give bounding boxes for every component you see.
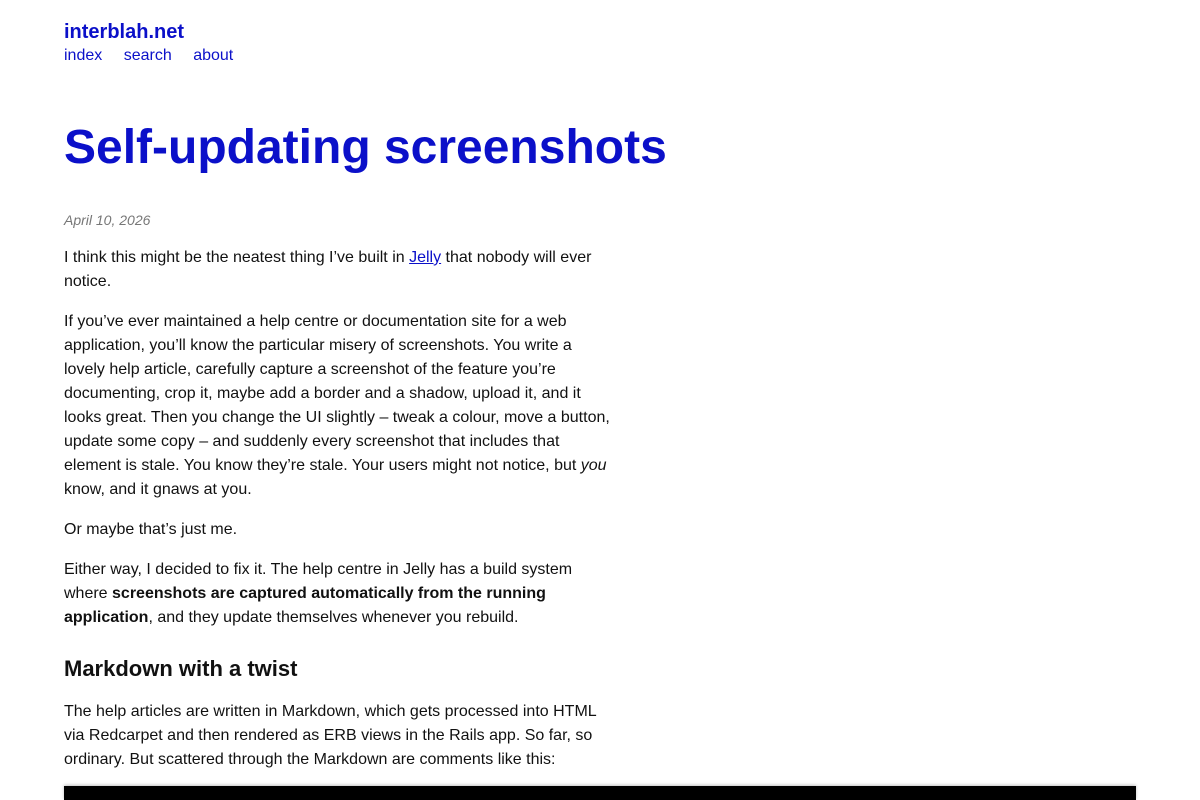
paragraph-misery-text: If you’ve ever maintained a help centre or documentation site for a web application, you’ll know the particular misery of screenshots. You write a lovely help article, carefully capture a screenshot of the feature you’re documenting, crop it, maybe add a border and a shadow, upload it, and it looks great. Then you change the UI slightly – tweak a colour, move a button, update some copy – and suddenly every screenshot that includes that element is stale. You know they’re stale. Your users might not notice, but <box>64 313 610 474</box>
paragraph-screenshots-misery <box>64 310 612 502</box>
bold-screenshots-captured: screenshots are captured automatically from the running application <box>64 585 546 626</box>
nav-link-search[interactable]: search <box>123 47 172 64</box>
jelly-link[interactable]: Jelly <box>409 249 442 266</box>
post-title: Self-updating screenshots <box>64 121 667 174</box>
paragraph-intro <box>64 246 612 294</box>
paragraph-markdown: The help articles are written in Markdown, which gets processed into HTML via Redcarpet and then rendered as ERB views in the Rails app. So far, so ordinary. But scattered through the Markdown are comments like this: <box>64 703 597 768</box>
section-heading-markdown: Markdown with a twist <box>64 656 298 681</box>
paragraph-intro-text: I think this might be the neatest thing I’ve built in <box>64 249 410 266</box>
paragraph-just-me: Or maybe that’s just me. <box>64 521 238 538</box>
code-block <box>64 786 1136 800</box>
paragraph-fix-text: Either way, I decided to fix it. The help centre in Jelly has a build system where <box>64 561 573 602</box>
post-date: April 10, 2026 <box>64 212 151 228</box>
site-header <box>64 0 1200 68</box>
nav-link-index[interactable]: index <box>64 47 103 64</box>
paragraph-fix-text-end: , and they update themselves whenever you rebuild. <box>148 609 519 626</box>
nav-link-about[interactable]: about <box>193 47 234 64</box>
paragraph-misery-text-end: know, and it gnaws at you. <box>64 481 252 498</box>
post-body <box>64 246 612 788</box>
paragraph-intro-text-end: that nobody will ever notice. <box>64 249 592 290</box>
site-nav <box>64 44 1200 68</box>
emphasis-you: you <box>580 457 607 474</box>
paragraph-fix-it <box>64 558 612 630</box>
site-title-link[interactable]: interblah.net <box>64 21 185 43</box>
